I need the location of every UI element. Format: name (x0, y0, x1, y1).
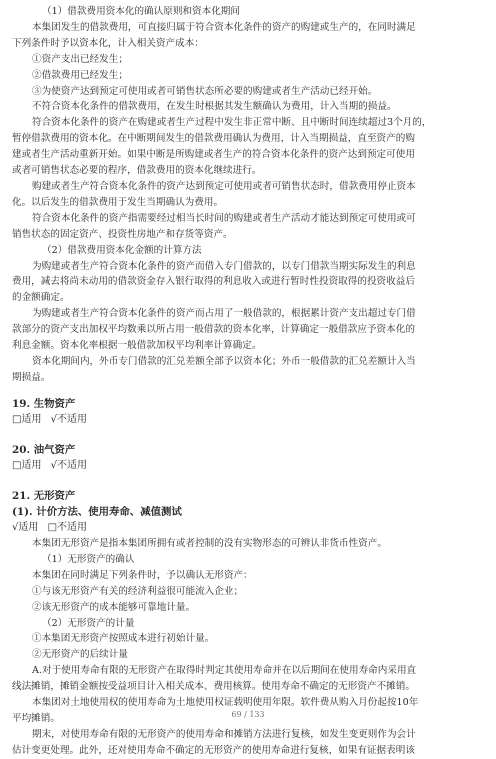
subsection-title: （2）借款费用资本化金额的计算方法 (42, 244, 202, 256)
paragraph-line: 利息金额。资本化率根据一般借款加权平均利率计算确定。 (12, 340, 262, 352)
subsection-title: （1）借款费用资本化的确认原则和资本化期间 (42, 6, 240, 17)
paragraph-line: 本集团发生的借款费用，可直接归属于符合资本化条件的资产的购建或生产的，在同时满足 (32, 21, 416, 33)
condition-item: ③为使资产达到预定可使用或者可销售状态所必要的购建或者生产活动已经开始。 (32, 85, 378, 97)
paragraph-line: 的金额确定。 (12, 292, 70, 304)
option-not-applicable: □不适用 (47, 522, 88, 533)
applicability-options (12, 412, 484, 428)
paragraph-line: 不符合资本化条件的借款费用，在发生时根据其发生额确认为费用，计入当期的损益。 (32, 101, 397, 113)
paragraph-line: 本集团在同时满足下列条件时，予以确认无形资产： (32, 569, 253, 581)
paragraph-line: 资本化期间内，外币专门借款的汇兑差额全部予以资本化；外币一般借款的汇兑差额计入当 (32, 355, 416, 367)
applicability-options (12, 520, 484, 536)
subsection-title: （1）无形资产的确认 (42, 553, 135, 565)
paragraph-line: 化。以后发生的借款费用于发生当期确认为费用。 (12, 196, 224, 208)
paragraph-line: 期末，对使用寿命有限的无形资产的使用寿命和摊销方法进行复核，如发生变更则作为会计 (32, 728, 416, 740)
section-biological-assets (12, 396, 484, 428)
condition-item: ①本集团无形资产按照成本进行初始计量。 (32, 633, 215, 645)
paragraph-line: 估计变更处理。此外，还对使用寿命不确定的无形资产的使用寿命进行复核，如果有证据表明该 (12, 744, 415, 756)
paragraph-line: 本集团对土地使用权的使用寿命为土地使用权证载明使用年限。软件费从购入月份起按10年 (32, 697, 419, 709)
paragraph-line: 费用，减去将尚未动用的借款资金存入银行取得的利息收入或进行暂时性投资取得的投资收益后 (12, 276, 415, 288)
section-title: 20. 油气资产 (12, 444, 76, 456)
condition-item: ②无形资产的后续计量 (32, 649, 128, 661)
paragraph-line: 平均摊销。 (12, 712, 60, 724)
page-number: 69 / 133 (231, 710, 265, 719)
section-oil-gas-assets (12, 442, 484, 474)
paragraph-line: 符合资本化条件的资产指需要经过相当长时间的购建或者生产活动才能达到预定可使用或可 (32, 212, 416, 224)
paragraph-line: 建或者生产活动重新开始。如果中断是所购建或者生产的符合资本化条件的资产达到预定可使用 (12, 149, 415, 161)
condition-item: ①资产支出已经发生； (32, 53, 128, 65)
option-applicable: □适用 (12, 460, 42, 471)
option-applicable: □适用 (12, 414, 42, 425)
paragraph-line: 下列条件时予以资本化，计入相关资产成本： (12, 37, 204, 49)
condition-item: ②该无形资产的成本能够可靠地计量。 (32, 601, 196, 613)
paragraph-line: 期损益。 (12, 371, 51, 383)
paragraph-line: 线法摊销，摊销金额按受益项目计入相关成本、费用核算。使用寿命不确定的无形资产不摊销。 (12, 681, 415, 693)
paragraph-line: A.对于使用寿命有限的无形资产在取得时判定其使用寿命并在以后期间在使用寿命内采用直 (32, 665, 417, 677)
paragraph-line: 为购建或者生产符合资本化条件的资产而占用了一般借款的，根据累计资产支出超过专门借 (32, 308, 416, 320)
option-not-applicable: √不适用 (50, 414, 88, 425)
applicability-options (12, 458, 484, 474)
subsection-title: （2）无形资产的计量 (42, 617, 135, 629)
section-subtitle: (1). 计价方法、使用寿命、减值测试 (12, 506, 182, 518)
section-title: 21. 无形资产 (12, 490, 76, 502)
paragraph-line: 购建或者生产符合资本化条件的资产达到预定可使用或者可销售状态时，借款费用停止资本 (32, 180, 416, 192)
paragraph-line: 为购建或者生产符合资本化条件的资产而借入专门借款的，以专门借款当期实际发生的利息 (32, 260, 416, 272)
paragraph-line: 销售状态的固定资产、投资性房地产和存货等资产。 (12, 228, 233, 240)
borrowing-costs-section (12, 4, 484, 386)
paragraph-line: 本集团无形资产是指本集团所拥有或者控制的没有实物形态的可辨认非货币性资产。 (32, 538, 387, 549)
paragraph-line: 款部分的资产支出加权平均数乘以所占用一般借款的资本化率，计算确定一般借款应予资本化的 (12, 324, 415, 336)
paragraph-line: 暂停借款费用的资本化。在中断期间发生的借款费用确认为费用，计入当期损益，直至资产的购 (12, 133, 415, 145)
paragraph-line: 或者可销售状态必要的程序，借款费用的资本化继续进行。 (12, 165, 262, 177)
condition-item: ①与该无形资产有关的经济利益很可能流入企业； (32, 585, 244, 597)
condition-item: ②借款费用已经发生； (32, 69, 128, 81)
section-title: 19. 生物资产 (12, 398, 76, 410)
paragraph-line: 符合资本化条件的资产在购建或者生产过程中发生非正常中断、且中断时间连续超过3个月的， (32, 117, 432, 129)
option-not-applicable: √不适用 (50, 460, 88, 471)
option-applicable: √适用 (12, 522, 39, 533)
